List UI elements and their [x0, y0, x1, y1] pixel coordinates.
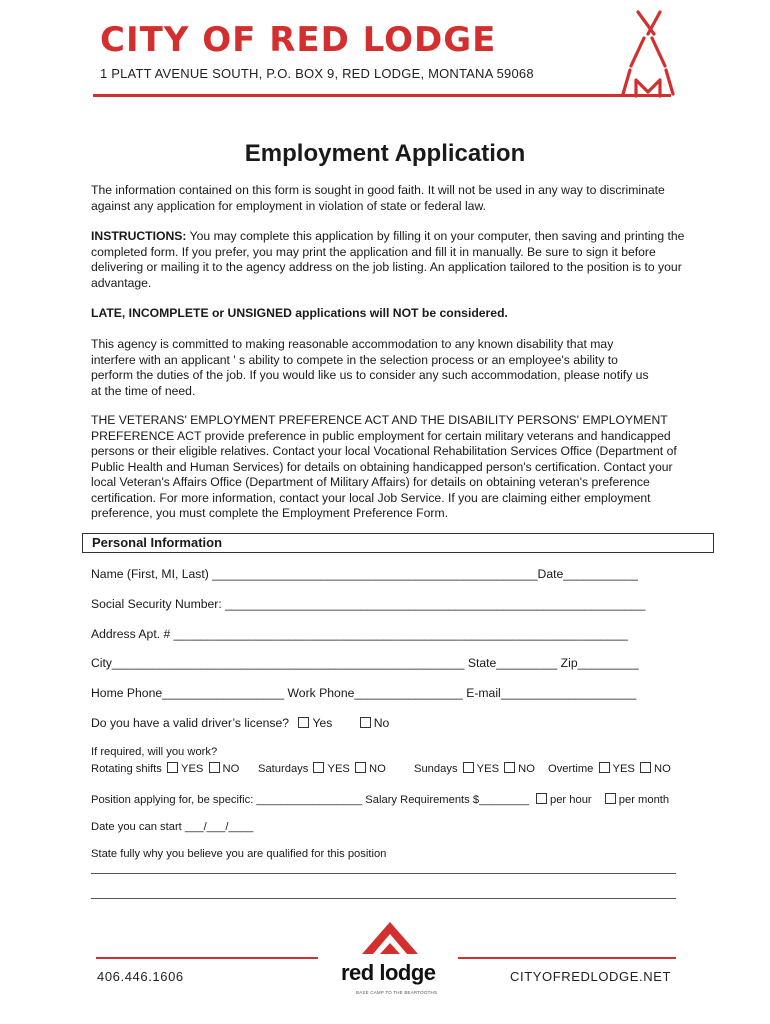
work-question: If required, will you work? [91, 746, 218, 758]
city-state-zip-field[interactable]: City____________________________________________________ State_________ Zip_________ [91, 656, 639, 670]
saturdays-no-label: NO [368, 763, 386, 775]
address-field[interactable]: Address Apt. # ___________________________________________________________________ [91, 627, 628, 641]
teepee-icon [620, 8, 676, 100]
veterans-paragraph: THE VETERANS' EMPLOYMENT PREFERENCE ACT AND THE DISABILITY PERSONS' EMPLOYMENT PREFERENCE ACT provide preference in public employment for certain military veterans and handicapped persons or their eligible relatives. Contact your local Vocational Rehabilitation Services Office (Department of Public Health and Human Services) for details on obtaining handicapped person's certification. Contact your local Veteran's Affairs Office (Department of Military Affairs) for details on obtaining veteran's preference certification. For more information, contact your local Job Service. If you are claiming either employment preference, you must complete the Employment Preference Form. [91, 413, 677, 520]
rotating-no-label: NO [222, 763, 240, 775]
rotating-yes-label: YES [181, 763, 204, 775]
sundays-no-label: NO [518, 763, 535, 775]
per-month-checkbox[interactable] [605, 793, 616, 804]
drivers-license-question [91, 716, 389, 730]
position-salary-field[interactable]: Position applying for, be specific: _________________ Salary Requirements $________ [91, 794, 529, 806]
rotating-no-checkbox[interactable] [209, 762, 220, 773]
overtime-no-checkbox[interactable] [640, 762, 651, 773]
phone-email-field[interactable]: Home Phone__________________ Work Phone________________ E-mail____________________ [91, 686, 637, 700]
instructions-text: You may complete this application by filling it on your computer, then saving and printing the completed form. If you prefer, you may print the application and fill it in manually. Be sure to sign it before delivering or mailing it to the agency address on the job listing. An application tailored to the position is to your advantage. [91, 229, 685, 290]
instructions-paragraph [91, 229, 691, 291]
footer-tagline: BASE CAMP TO THE BEARTOOTHS [356, 990, 438, 995]
rotating-shifts-label: Rotating shifts [91, 763, 162, 775]
footer-brand: red lodge [341, 960, 436, 985]
intro-paragraph: The information contained on this form is sought in good faith. It will not be used in any way to discriminate against any application for employment in violation of state or federal law. [91, 183, 665, 213]
sundays-yes-label: YES [476, 763, 500, 775]
footer-phone: 406.446.1606 [97, 969, 184, 984]
saturdays-yes-checkbox[interactable] [313, 762, 324, 773]
accommodation-paragraph: This agency is committed to making reasonable accommodation to any known disability that may interfere with an applicant ' s ability to compete in the selection process or an employee's ability to perform the duties of the job. If you would like us to consider any such accommodation, please notify us at the time of need. [91, 337, 649, 398]
city-address: 1 PLATT AVENUE SOUTH, P.O. BOX 9, RED LODGE, MONTANA 59068 [100, 66, 534, 81]
ssn-field[interactable]: Social Security Number: ______________________________________________________________ [91, 597, 646, 611]
per-hour-label: per hour [549, 794, 592, 806]
personal-info-title: Personal Information [92, 535, 223, 550]
overtime-label: Overtime [548, 763, 594, 775]
saturdays-yes-label: YES [327, 763, 350, 775]
start-date-field[interactable]: Date you can start ___/___/____ [91, 821, 254, 833]
rotating-yes-checkbox[interactable] [167, 762, 178, 773]
late-notice: LATE, INCOMPLETE or UNSIGNED applications will NOT be considered. [91, 306, 508, 320]
sundays-no-checkbox[interactable] [504, 762, 515, 773]
document-title: Employment Application [244, 140, 526, 167]
overtime-no-label: NO [654, 763, 671, 775]
saturdays-no-checkbox[interactable] [355, 762, 366, 773]
overtime-yes-checkbox[interactable] [599, 762, 610, 773]
per-hour-checkbox[interactable] [536, 793, 547, 804]
license-yes-checkbox[interactable] [298, 717, 309, 728]
license-yes-label: Yes [312, 716, 333, 730]
per-month-label: per month [618, 794, 670, 806]
overtime-row [548, 762, 671, 775]
sundays-row [414, 762, 535, 775]
qualification-answer-line-2[interactable] [91, 898, 676, 899]
name-field[interactable]: Name (First, MI, Last) ________________________________________________Date___________ [91, 567, 638, 581]
overtime-yes-label: YES [612, 763, 635, 775]
qualification-question: State fully why you believe you are qualified for this position [91, 848, 387, 860]
license-no-label: No [373, 716, 390, 730]
city-title: CITY OF RED LODGE [100, 20, 497, 60]
instructions-label: INSTRUCTIONS: [91, 229, 187, 243]
saturdays-row [258, 762, 386, 775]
license-no-checkbox[interactable] [360, 717, 371, 728]
footer-rule-left [96, 957, 318, 959]
footer-website: CITYOFREDLODGE.NET [510, 969, 672, 984]
sundays-yes-checkbox[interactable] [463, 762, 474, 773]
footer-rule-right [458, 957, 676, 959]
letterhead-rule [93, 94, 671, 97]
saturdays-label: Saturdays [258, 763, 309, 775]
sundays-label: Sundays [414, 763, 458, 775]
mountain-icon [360, 918, 420, 956]
position-salary-row [91, 793, 669, 806]
qualification-answer-line-1[interactable] [91, 873, 676, 874]
rotating-shifts-row [91, 762, 239, 775]
license-question-label: Do you have a valid driver’s license? [91, 716, 290, 730]
